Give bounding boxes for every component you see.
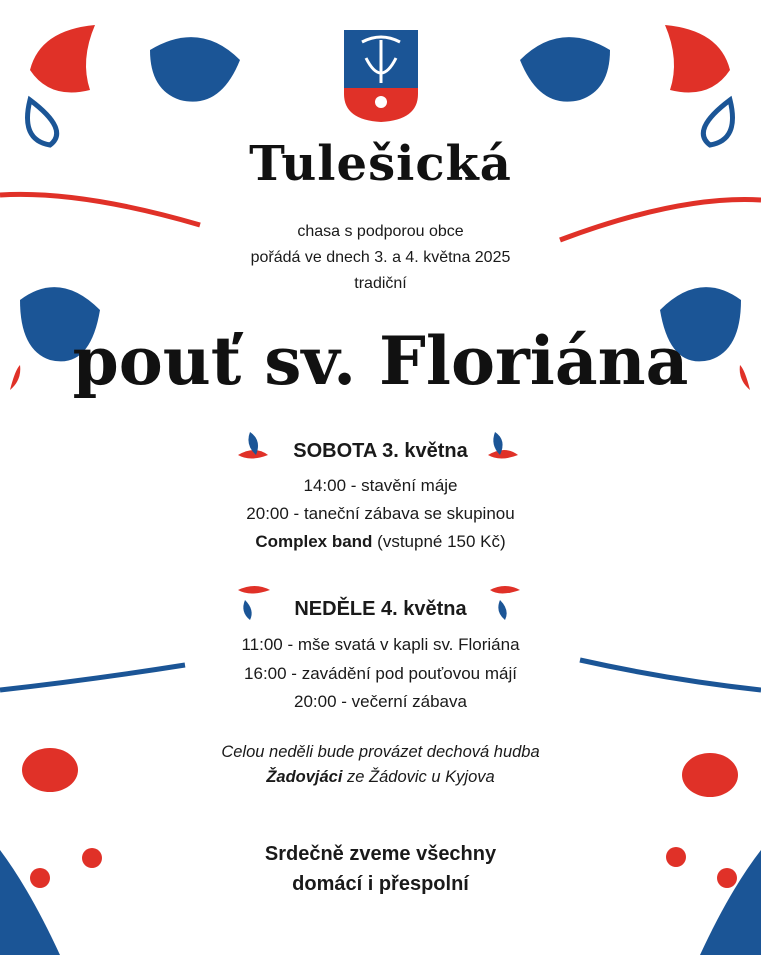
intro-line: pořádá ve dnech 3. a 4. května 2025 bbox=[250, 249, 511, 266]
program-item: 16:00 - zavádění pod pouťovou májí bbox=[244, 664, 517, 683]
intro-line: tradiční bbox=[354, 275, 407, 292]
program-item-band bbox=[0, 532, 761, 552]
invitation: Srdečně zveme všechny bbox=[264, 843, 497, 865]
program-item: 20:00 - taneční zábava se skupinou bbox=[246, 504, 515, 523]
invitation: domácí i přespolní bbox=[292, 873, 469, 895]
band-note: (vstupné 150 Kč) bbox=[372, 532, 506, 551]
sunday-heading: NEDĚLE 4. května bbox=[294, 598, 467, 620]
music-band-origin: ze Žádovic u Kyjova bbox=[342, 768, 495, 786]
saturday-heading: SOBOTA 3. května bbox=[293, 440, 468, 462]
music-note: Celou neděli bude provázet dechová hudba bbox=[221, 743, 540, 761]
music-note-band bbox=[0, 768, 761, 787]
program-item: 20:00 - večerní zábava bbox=[294, 692, 467, 711]
band-name: Complex band bbox=[255, 532, 373, 551]
music-band-name: Žadovjáci bbox=[266, 768, 343, 786]
program-item: 14:00 - stavění máje bbox=[303, 476, 458, 495]
coat-of-arms-emblem bbox=[342, 28, 420, 122]
program-item: 11:00 - mše svatá v kapli sv. Floriána bbox=[241, 635, 520, 654]
main-title: pouť sv. Floriána bbox=[72, 322, 689, 400]
intro-line: chasa s podporou obce bbox=[297, 223, 464, 240]
title: Tulešická bbox=[249, 136, 512, 192]
